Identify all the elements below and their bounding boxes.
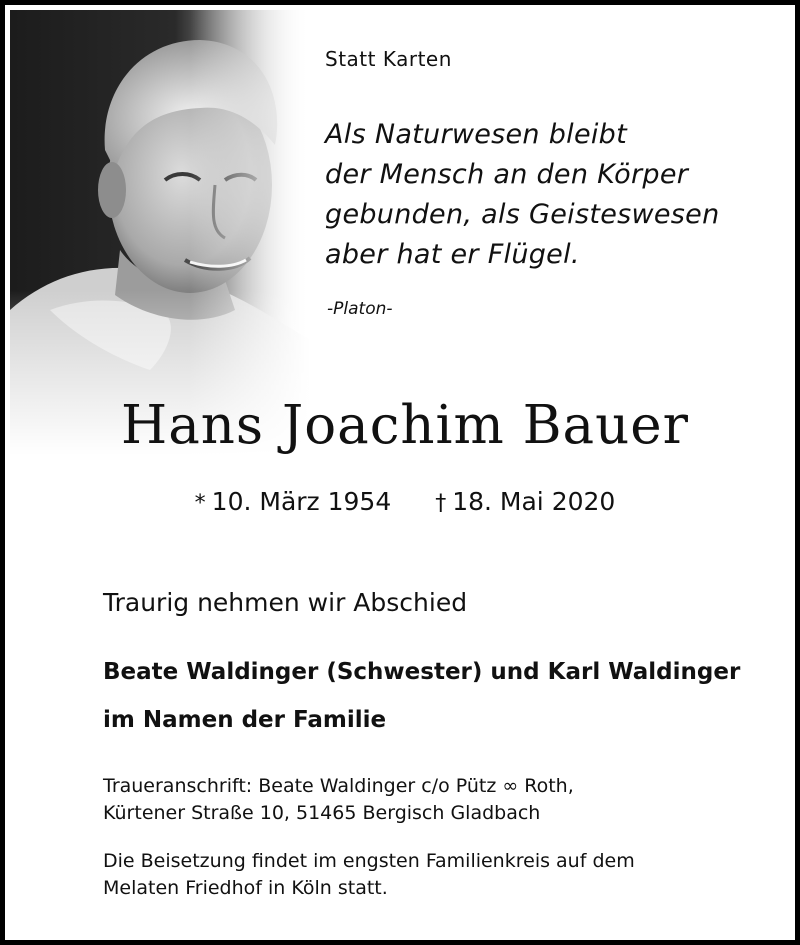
birth-star-icon: * — [194, 491, 206, 516]
deceased-name: Hans Joachim Bauer — [120, 395, 689, 456]
address-line: Traueranschrift: Beate Waldinger c/o Pütz ∞ Roth, — [103, 775, 574, 797]
quote-block — [325, 115, 785, 275]
quote-author: -Platon- — [327, 299, 393, 319]
mourning-address — [103, 773, 574, 827]
family-line: im Namen der Familie — [103, 707, 387, 733]
birth-info — [195, 487, 392, 516]
burial-line: Die Beisetzung findet im engsten Familienkreis auf dem — [103, 850, 635, 872]
death-info — [435, 487, 615, 516]
quote-line: der Mensch an den Körper — [325, 159, 689, 190]
family-line: Beate Waldinger (Schwester) und Karl Waldinger — [103, 659, 741, 685]
quote-line: gebunden, als Geisteswesen — [325, 199, 720, 230]
birth-date: 10. März 1954 — [211, 487, 392, 516]
quote-line: Als Naturwesen bleibt — [325, 119, 628, 150]
quote-line: aber hat er Flügel. — [325, 239, 580, 270]
header-title: Statt Karten — [325, 47, 452, 71]
burial-line: Melaten Friedhof in Köln statt. — [103, 877, 388, 899]
death-date: 18. Mai 2020 — [452, 487, 616, 516]
farewell-intro: Traurig nehmen wir Abschied — [103, 588, 468, 617]
address-line: Kürtener Straße 10, 51465 Bergisch Gladbach — [103, 802, 541, 824]
death-cross-icon: † — [435, 491, 447, 516]
family-signature — [103, 648, 740, 744]
burial-notice — [103, 848, 635, 902]
portrait-photo — [10, 10, 310, 455]
life-dates — [5, 487, 800, 516]
